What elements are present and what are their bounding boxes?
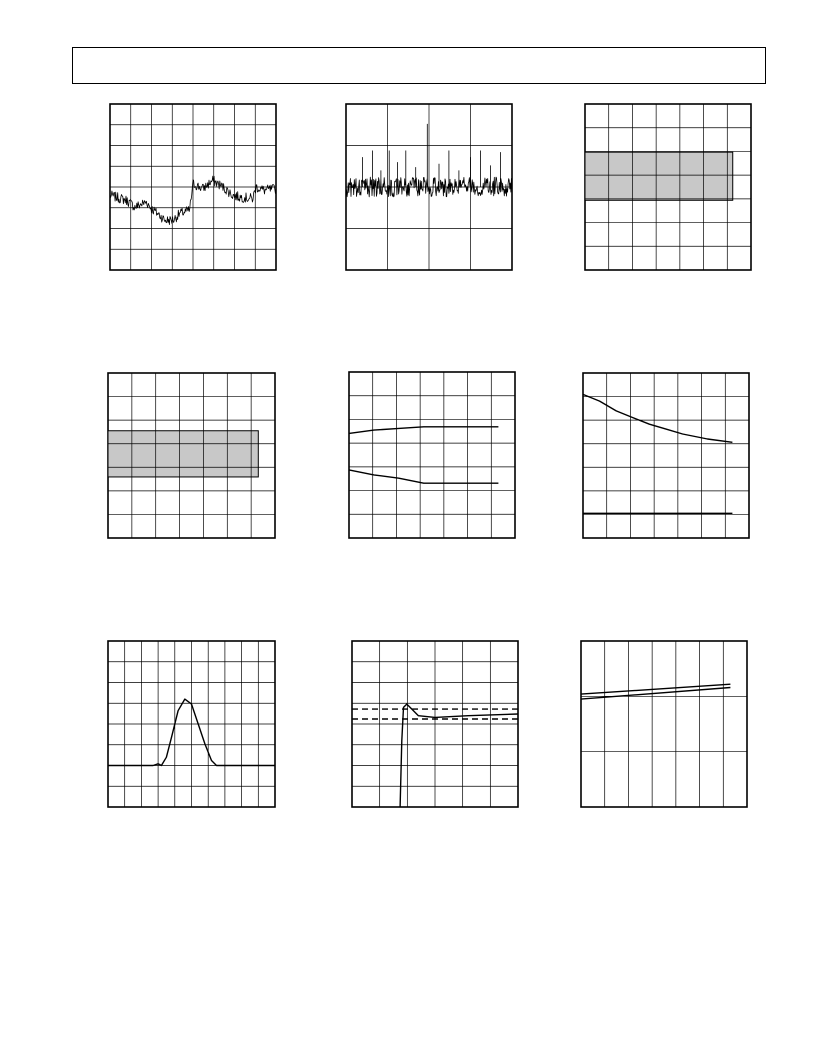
plot-frame <box>349 372 515 538</box>
chart-3 <box>584 103 752 271</box>
chart-2 <box>345 103 513 271</box>
chart-9 <box>580 640 748 808</box>
shaded-band-1 <box>585 152 733 200</box>
chart-5 <box>348 371 516 539</box>
chart-7 <box>107 640 276 808</box>
plot-frame <box>581 641 747 807</box>
chart-6 <box>582 372 750 539</box>
chart-4 <box>107 372 276 539</box>
chart-1 <box>109 103 277 271</box>
shaded-band-1 <box>108 431 258 477</box>
page-header-box <box>72 47 766 84</box>
chart-8 <box>351 640 519 808</box>
